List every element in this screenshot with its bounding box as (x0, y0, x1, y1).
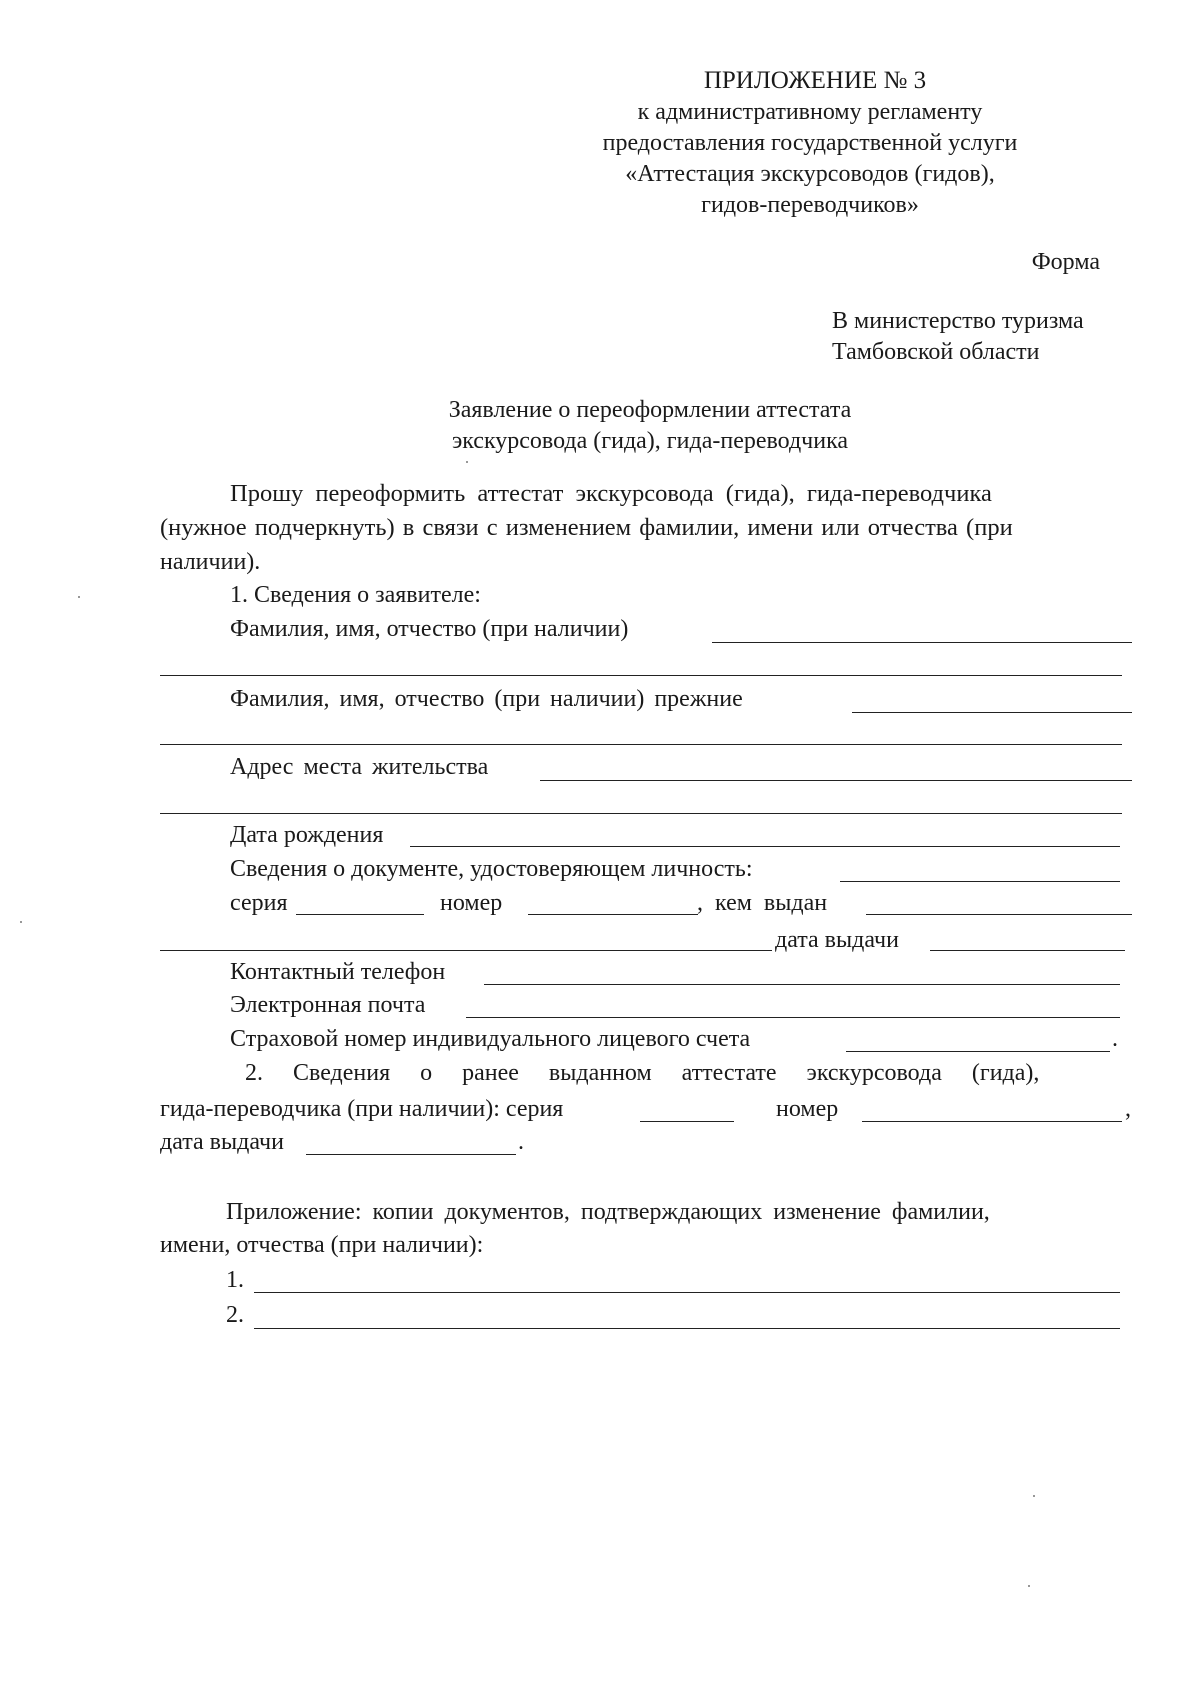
address-label: Адрес места жительства (230, 754, 489, 780)
section2-end-period: . (518, 1129, 524, 1155)
addressee-line-1: В министерство туризма (832, 308, 1084, 334)
section1-heading: 1. Сведения о заявителе: (230, 582, 481, 608)
attachment-item-2-number: 2. (226, 1302, 244, 1328)
section2-line-1: 2. Сведения о ранее выданном аттестате экскурсовода (гида), (245, 1060, 1040, 1086)
scan-speck (1028, 1585, 1030, 1587)
attachment-line-1: Приложение: копии документов, подтверждающих изменение фамилии, (226, 1199, 990, 1225)
document-title-line-2: экскурсовода (гида), гида-переводчика (451, 428, 849, 454)
certificate-number-field-line[interactable] (862, 1121, 1122, 1122)
issued-by-field-line[interactable] (866, 914, 1132, 915)
email-label: Электронная почта (230, 992, 426, 1018)
id-document-field-line[interactable] (840, 881, 1120, 882)
fio-field-line-2[interactable] (160, 675, 1122, 676)
email-field-line[interactable] (466, 1017, 1120, 1018)
certificate-issue-date-field-line[interactable] (306, 1154, 516, 1155)
scan-speck (1033, 1495, 1035, 1497)
fio-label: Фамилия, имя, отчество (при наличии) (230, 616, 629, 642)
appendix-title: ПРИЛОЖЕНИЕ № 3 (703, 67, 927, 94)
snils-label: Страховой номер индивидуального лицевого счета (230, 1026, 751, 1052)
addressee-line-2: Тамбовской области (832, 339, 1040, 365)
id-series-field-line[interactable] (296, 914, 424, 915)
id-number-label: номер (440, 890, 503, 916)
request-line-1: Прошу переоформить аттестат экскурсовода (гида), гида-переводчика (230, 480, 992, 507)
phone-label: Контактный телефон (230, 959, 446, 985)
header-line-4: гидов-переводчиков» (701, 192, 919, 218)
document-title-line-1: Заявление о переоформлении аттестата (448, 397, 852, 423)
snils-end-period: . (1112, 1026, 1118, 1052)
scan-speck (78, 596, 80, 598)
certificate-issue-date-label: дата выдачи (160, 1129, 284, 1155)
phone-field-line[interactable] (484, 984, 1120, 985)
section2-comma: , (1125, 1096, 1131, 1122)
birth-date-field-line[interactable] (410, 846, 1120, 847)
attachment-line-2: имени, отчества (при наличии): (160, 1232, 484, 1258)
prev-fio-field-line[interactable] (852, 712, 1132, 713)
address-field-line-2[interactable] (160, 813, 1122, 814)
header-line-1: к административному регламенту (637, 99, 983, 125)
attachment-item-1-field-line[interactable] (254, 1292, 1120, 1293)
attachment-item-2-field-line[interactable] (254, 1328, 1120, 1329)
birth-date-label: Дата рождения (230, 822, 384, 848)
scan-speck (20, 921, 22, 923)
issued-by-field-line-2[interactable] (160, 950, 772, 951)
request-line-3: наличии). (160, 549, 261, 575)
id-series-label: серия (230, 890, 288, 916)
scan-speck (466, 461, 468, 463)
id-issue-date-field-line[interactable] (930, 950, 1125, 951)
header-line-2: предоставления государственной услуги (602, 130, 1018, 156)
form-label: Форма (1031, 249, 1100, 275)
fio-field-line[interactable] (712, 642, 1132, 643)
header-line-3: «Аттестация экскурсоводов (гидов), (625, 161, 995, 187)
issued-by-label: , кем выдан (697, 890, 828, 916)
section2-line-2: гида-переводчика (при наличии): серия (160, 1096, 564, 1122)
certificate-series-field-line[interactable] (640, 1121, 734, 1122)
prev-fio-label: Фамилия, имя, отчество (при наличии) прежние (230, 686, 743, 712)
certificate-number-label: номер (776, 1096, 839, 1122)
prev-fio-field-line-2[interactable] (160, 744, 1122, 745)
request-line-2: (нужное подчеркнуть) в связи с изменением фамилии, имени или отчества (при (160, 514, 1013, 541)
snils-field-line[interactable] (846, 1051, 1110, 1052)
id-issue-date-label: дата выдачи (775, 927, 899, 953)
attachment-item-1-number: 1. (226, 1267, 244, 1293)
address-field-line[interactable] (540, 780, 1132, 781)
id-number-field-line[interactable] (528, 914, 698, 915)
id-document-label: Сведения о документе, удостоверяющем личность: (230, 856, 753, 882)
